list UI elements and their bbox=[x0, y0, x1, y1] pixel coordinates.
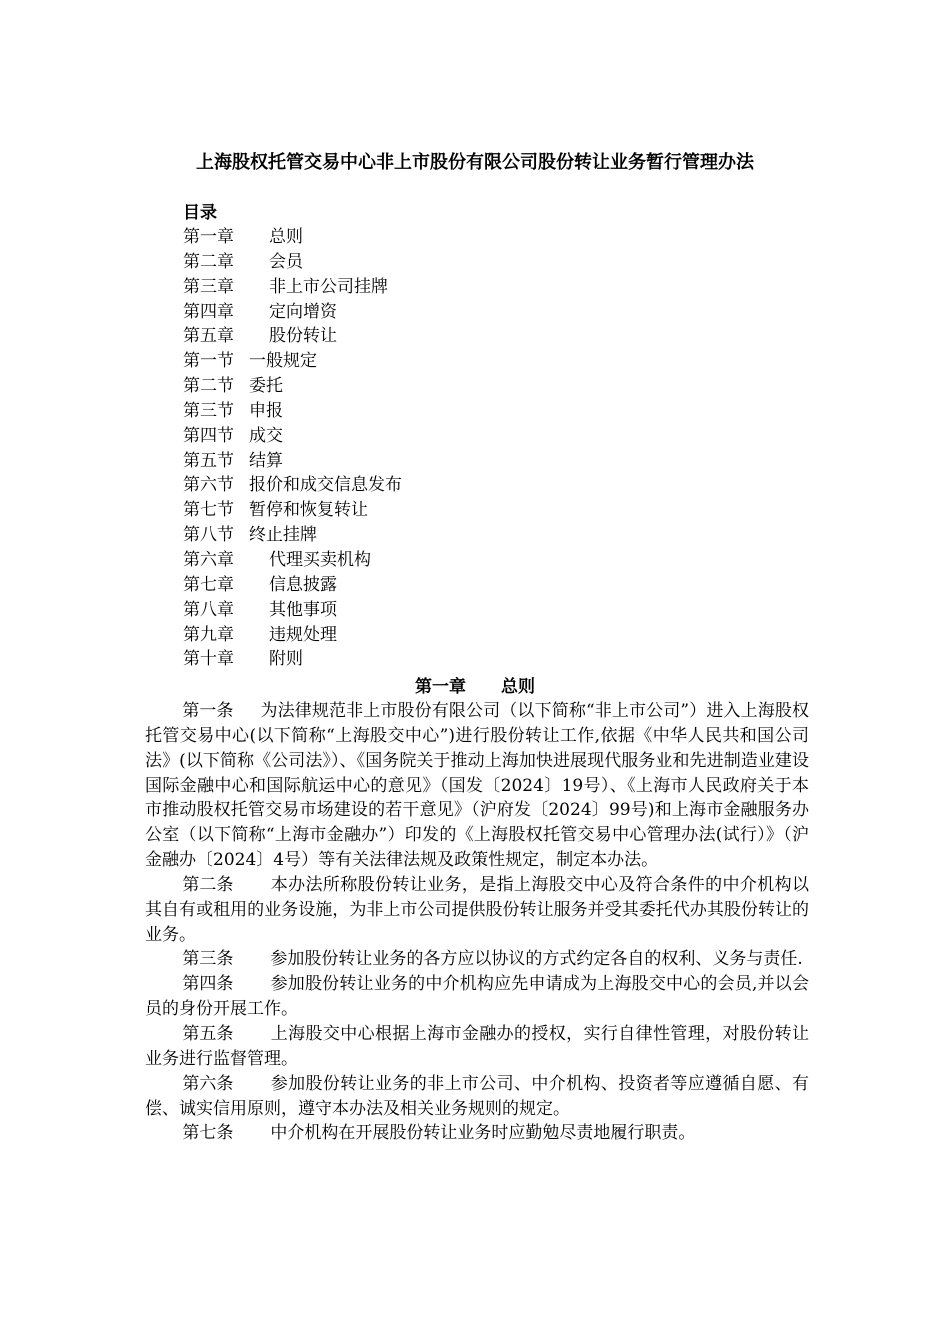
toc-item-chapter bbox=[183, 548, 683, 573]
toc-item-number: 第一节 bbox=[183, 351, 234, 372]
toc-item-title: 股份转让 bbox=[269, 326, 337, 347]
toc-item-title: 结算 bbox=[249, 450, 283, 471]
toc-item-title: 总则 bbox=[269, 227, 303, 247]
toc-item-number: 第五章 bbox=[183, 326, 234, 347]
article-paragraph bbox=[145, 972, 809, 1022]
toc-item-number: 第三节 bbox=[183, 400, 234, 421]
article-number: 第一条 bbox=[182, 701, 234, 721]
toc-item-number: 第八章 bbox=[183, 599, 234, 620]
article-paragraph bbox=[145, 947, 809, 972]
toc-item-title: 委托 bbox=[249, 376, 283, 397]
article-paragraph bbox=[145, 699, 809, 873]
toc-item-number: 第七章 bbox=[183, 574, 234, 595]
chapter-heading bbox=[0, 675, 950, 699]
document-title: 上海股权托管交易中心非上市股份有限公司股份转让业务暂行管理办法 bbox=[196, 152, 754, 173]
toc-item-number: 第七节 bbox=[183, 500, 234, 521]
article-number: 第二条 bbox=[182, 874, 234, 895]
toc-item-title: 附则 bbox=[269, 649, 303, 670]
article-paragraph bbox=[145, 873, 809, 948]
toc-item-section bbox=[183, 498, 683, 523]
toc-item-section bbox=[183, 374, 683, 399]
toc-item-section bbox=[183, 399, 683, 424]
toc-item-section bbox=[183, 523, 683, 548]
toc-item-chapter bbox=[183, 573, 683, 598]
toc-item-number: 第十章 bbox=[183, 649, 234, 670]
toc-item-title: 其他事项 bbox=[269, 599, 337, 620]
toc-item-chapter bbox=[183, 647, 683, 672]
article-text: 中介机构在开展股份转让业务时应勤勉尽责地履行职责。 bbox=[270, 1123, 696, 1144]
article-number: 第五条 bbox=[182, 1023, 234, 1044]
toc-item-chapter bbox=[183, 225, 683, 250]
article-number: 第七条 bbox=[182, 1123, 234, 1144]
toc-heading: 目录 bbox=[183, 203, 217, 223]
article-list bbox=[145, 699, 809, 1146]
toc-item-number: 第四章 bbox=[183, 301, 234, 322]
toc-item-number: 第二节 bbox=[183, 376, 234, 397]
toc-item-chapter bbox=[183, 598, 683, 623]
chapter-number: 第一章 bbox=[415, 677, 466, 697]
article-number: 第三条 bbox=[182, 949, 234, 970]
toc-item-number: 第六章 bbox=[183, 549, 234, 570]
toc-item-title: 申报 bbox=[249, 400, 283, 421]
toc-item-section bbox=[183, 424, 683, 449]
toc-item-title: 定向增资 bbox=[269, 301, 337, 322]
toc-item-number: 第四节 bbox=[183, 425, 234, 446]
toc-item-number: 第二章 bbox=[183, 251, 234, 272]
toc-item-number: 第五节 bbox=[183, 450, 234, 471]
chapter-title: 总则 bbox=[501, 677, 535, 697]
toc-item-number: 第六节 bbox=[183, 475, 234, 496]
toc-item-section bbox=[183, 349, 683, 374]
toc-item-title: 信息披露 bbox=[269, 574, 337, 595]
article-number: 第四条 bbox=[182, 974, 234, 995]
article-paragraph bbox=[145, 1022, 809, 1072]
article-text: 本办法所称股份转让业务，是指上海股交中心及符合条件的中介机构以其自有或租用的业务设施，为非上市公司提供股份转让服务并受其委托代办其股份转让的业务。 bbox=[145, 874, 809, 945]
toc-item-chapter bbox=[183, 275, 683, 300]
toc-item-number: 第九章 bbox=[183, 624, 234, 645]
toc-item-title: 会员 bbox=[269, 251, 303, 272]
toc-item-chapter bbox=[183, 324, 683, 349]
toc-item-number: 第一章 bbox=[183, 227, 234, 247]
toc-item-title: 暂停和恢复转让 bbox=[249, 500, 368, 521]
toc-item-title: 违规处理 bbox=[269, 624, 337, 645]
toc-item-number: 第三章 bbox=[183, 276, 234, 297]
article-paragraph bbox=[145, 1121, 809, 1146]
toc-item-title: 终止挂牌 bbox=[249, 525, 317, 546]
toc-item-chapter bbox=[183, 623, 683, 648]
article-number: 第六条 bbox=[182, 1073, 234, 1094]
toc-item-title: 一般规定 bbox=[249, 351, 317, 372]
toc-item-chapter bbox=[183, 250, 683, 275]
table-of-contents bbox=[183, 225, 683, 672]
article-text: 为法律规范非上市股份有限公司（以下简称“非上市公司”）进入上海股权托管交易中心(以下简称“上海股交中心”)进行股份转让工作,依据《中华人民共和国公司法》(以下简称《公司法》）、《国务院关于推动上海加快进展现代服务业和先进制造业建设国际金融中心和国际航运中心的意见》（国发〔2024〕19号）、《上海市人民政府关于本市推动股权托管交易市场建设的若干意见》（沪府发〔2024〕99号)和上海市金融服务办公室（以下简称“上海市金融办”）印发的《上海股权托管交易中心管理办法(试行）》（沪金融办〔2024〕4号）等有关法律法规及政策性规定，制定本办法。 bbox=[145, 701, 809, 871]
article-text: 参加股份转让业务的中介机构应先申请成为上海股交中心的会员,并以会员的身份开展工作。 bbox=[145, 974, 809, 1020]
toc-item-title: 代理买卖机构 bbox=[269, 549, 371, 570]
toc-item-title: 非上市公司挂牌 bbox=[269, 276, 388, 297]
toc-item-section bbox=[183, 449, 683, 474]
toc-item-number: 第八节 bbox=[183, 525, 234, 546]
toc-item-title: 成交 bbox=[249, 425, 283, 446]
toc-item-section bbox=[183, 473, 683, 498]
article-text: 上海股交中心根据上海市金融办的授权，实行自律性管理，对股份转让业务进行监督管理。 bbox=[145, 1023, 809, 1069]
article-paragraph bbox=[145, 1072, 809, 1122]
article-text: 参加股份转让业务的各方应以协议的方式约定各自的权利、义务与责任. bbox=[270, 949, 803, 970]
toc-item-title: 报价和成交信息发布 bbox=[249, 475, 402, 496]
toc-item-chapter bbox=[183, 300, 683, 325]
article-text: 参加股份转让业务的非上市公司、中介机构、投资者等应遵循自愿、有偿、诚实信用原则，遵守本办法及相关业务规则的规定。 bbox=[145, 1073, 809, 1119]
